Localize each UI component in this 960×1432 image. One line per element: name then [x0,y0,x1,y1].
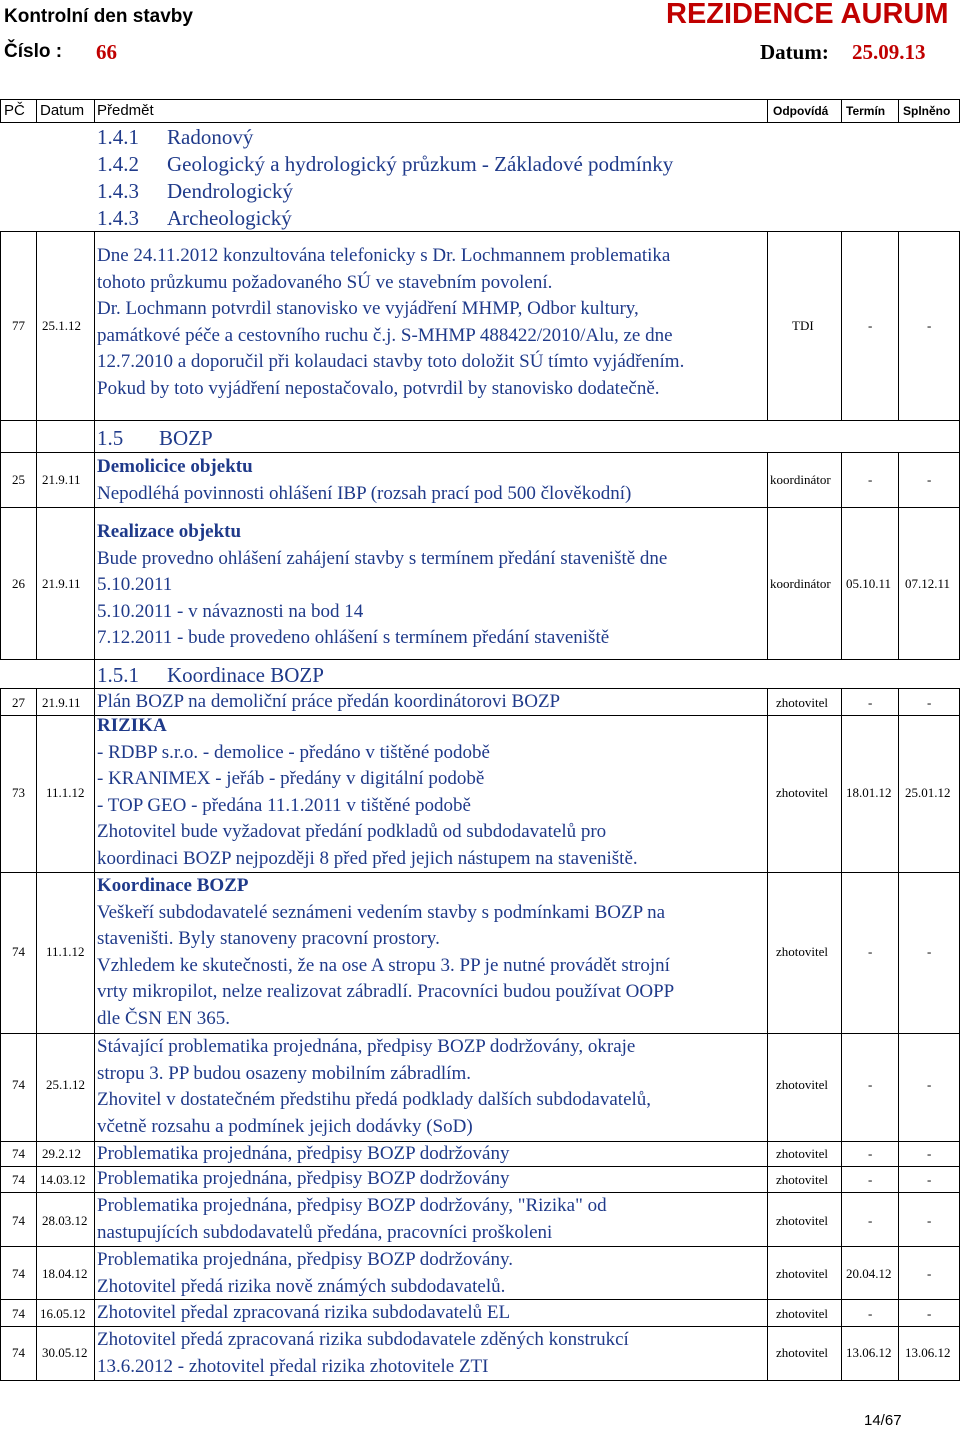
row-responsible: koordinátor [770,472,831,487]
row-subject: Problematika projednána, předpisy BOZP dodržovány [97,1143,510,1164]
row-date: 18.04.12 [42,1266,88,1281]
row-responsible: zhotovitel [776,1306,828,1321]
row-date: 21.9.11 [42,576,81,591]
row-pc: 25 [12,472,25,487]
row-done: - [927,1172,932,1187]
row-pc: 74 [12,1077,25,1092]
row-responsible: zhotovitel [776,1146,828,1161]
row-deadline: - [868,1213,873,1228]
col-header-odpovida: Odpovídá [773,104,829,118]
row-pc: 73 [12,785,25,800]
row-done: - [927,1146,932,1161]
col-header-termin: Termín [846,104,886,118]
row-deadline: - [868,472,873,487]
row-subject: Stávající problematika projednána, předpisy BOZP dodržovány, okraje stropu 3. PP budou osazeny mobilním zábradlím. Zhovitel v dostatečném předstihu předá podklady dalších subdodavatelů, včetně rozsahu a podmínek jejich dodávky (SoD) [97,1036,652,1137]
row-pc: 77 [12,318,25,333]
row-done: - [927,1077,932,1092]
row-deadline: - [868,944,873,959]
row-pc: 26 [12,576,25,591]
intro-item: 1.4.1 Radonový [97,125,254,149]
row-done: - [927,1306,932,1321]
number-value: 66 [96,40,117,64]
row-responsible: zhotovitel [776,785,828,800]
row-responsible: zhotovitel [776,1213,828,1228]
col-header-datum: Datum [40,102,85,119]
row-date: 30.05.12 [42,1345,88,1360]
row-date: 14.03.12 [40,1172,86,1187]
row-deadline: 13.06.12 [846,1345,892,1360]
row-done: - [927,472,932,487]
row-subject: Demolicice objektu Nepodléhá povinnosti ohlášení IBP (rozsah prací pod 500 člověkodní) [97,456,632,504]
row-responsible: zhotovitel [776,695,828,710]
row-date: 25.1.12 [42,318,81,333]
row-subject: Plán BOZP na demoliční práce předán koordinátorovi BOZP [97,691,561,712]
row-done: 13.06.12 [905,1345,951,1360]
row-responsible: koordinátor [770,576,831,591]
row-deadline: 05.10.11 [846,576,892,591]
section-heading-koordinace: 1.5.1 Koordinace BOZP [97,663,324,687]
row-subject: Koordinace BOZP Veškeří subdodavatelé seznámeni vedením stavby s podmínkami BOZP na staveništi. Byly stanoveny pracovní prostory. Vzhledem ke skutečnosti, že na ose A stropu 3. PP je nutné provádět strojní vrty mikropilot, nelze realizovat zábradlí. Pracovníci budou používat OOPP dle ČSN EN 365. [97,875,675,1029]
row-subject: Zhotovitel předal zpracovaná rizika subdodavatelů EL [97,1302,511,1323]
project-title: REZIDENCE AURUM [666,0,949,30]
row-responsible: zhotovitel [776,1077,828,1092]
row-subject: Problematika projednána, předpisy BOZP dodržovány, "Rizika" od nastupujících subdodavatelů předána, pracovníci proškoleni [97,1195,607,1243]
row-date: 21.9.11 [42,472,81,487]
row-deadline: - [868,1146,873,1161]
row-pc: 74 [12,1213,25,1228]
intro-item: 1.4.2 Geologický a hydrologický průzkum - Základové podmínky [97,152,674,176]
row-deadline: 18.01.12 [846,785,892,800]
row-pc: 74 [12,944,25,959]
row-deadline: - [868,695,873,710]
row-pc: 74 [12,1172,25,1187]
row-responsible: zhotovitel [776,1172,828,1187]
date-value: 25.09.13 [852,40,926,64]
row-date: 28.03.12 [42,1213,88,1228]
row-deadline: - [868,1172,873,1187]
row-deadline: - [868,1306,873,1321]
document-title: Kontrolní den stavby [4,6,193,27]
row-done: - [927,1213,932,1228]
row-subject: RIZIKA - RDBP s.r.o. - demolice - předáno v tištěné podobě - KRANIMEX - jeřáb - předány v digitální podobě - TOP GEO - předána 11.1.2011 v tištěné podobě Zhotovitel bude vyžadovat předání podkladů od subdodavatelů pro koordinaci BOZP nejpozději 8 před před jejich nástupem na staveniště. [97,715,638,869]
row-date: 11.1.12 [46,785,85,800]
row-deadline: 20.04.12 [846,1266,892,1281]
row-pc: 74 [12,1306,25,1321]
row-pc: 27 [12,695,25,710]
row-subject: Realizace objektu Bude provedno ohlášení zahájení stavby s termínem předání staveniště dne 5.10.2011 5.10.2011 - v návaznosti na bod 14 7.12.2011 - bude provedeno ohlášení s termínem předání staveniště [97,521,668,648]
col-header-pc: PČ [4,102,25,119]
row-done: - [927,1266,932,1281]
row-responsible: TDI [792,318,814,333]
intro-list [97,124,673,232]
row-date: 25.1.12 [46,1077,85,1092]
intro-item: 1.4.3 Dendrologický [97,179,293,203]
col-header-predmet: Předmět [97,102,154,119]
row-subject: Dne 24.11.2012 konzultována telefonicky s Dr. Lochmannem problematika tohoto průzkumu požadovaného SÚ ve stavebním povolení. Dr. Lochmann potvrdil stanovisko ve vyjádření MHMP, Odbor kultury, památkové péče a cestovního ruchu č.j. S-MHMP 488422/2010/Alu, ze dne 12.7.2010 a doporučil při kolaudaci stavby toto doložit SÚ tímto vyjádřením. Pokud by toto vyjádření nepostačovalo, potvrdil by stanovisko dodatečně. [97,245,685,399]
row-subject: Problematika projednána, předpisy BOZP dodržovány. Zhotovitel předá rizika nově známých subdodavatelů. [97,1249,513,1297]
page-number: 14/67 [864,1412,902,1429]
row-subject: Zhotovitel předá zpracovaná rizika subdodavatele zděných konstrukcí 13.6.2012 - zhotovitel předal rizika zhotovitele ZTI [97,1329,629,1377]
row-date: 11.1.12 [46,944,85,959]
row-done: 25.01.12 [905,785,951,800]
row-done: - [927,944,932,959]
intro-item: 1.4.3 Archeologický [97,206,292,230]
row-done: 07.12.11 [905,576,951,591]
number-label: Číslo : [4,41,63,62]
row-done: - [927,318,932,333]
row-responsible: zhotovitel [776,1345,828,1360]
row-date: 29.2.12 [42,1146,81,1161]
row-deadline: - [868,318,873,333]
row-pc: 74 [12,1266,25,1281]
row-responsible: zhotovitel [776,944,828,959]
row-pc: 74 [12,1345,25,1360]
row-deadline: - [868,1077,873,1092]
row-date: 21.9.11 [42,695,81,710]
row-date: 16.05.12 [40,1306,86,1321]
date-label: Datum: [760,40,829,64]
row-pc: 74 [12,1146,25,1161]
col-header-splneno: Splněno [903,104,951,118]
row-responsible: zhotovitel [776,1266,828,1281]
row-done: - [927,695,932,710]
row-subject: Problematika projednána, předpisy BOZP dodržovány [97,1168,510,1189]
section-heading-bozp: 1.5 BOZP [97,426,213,450]
